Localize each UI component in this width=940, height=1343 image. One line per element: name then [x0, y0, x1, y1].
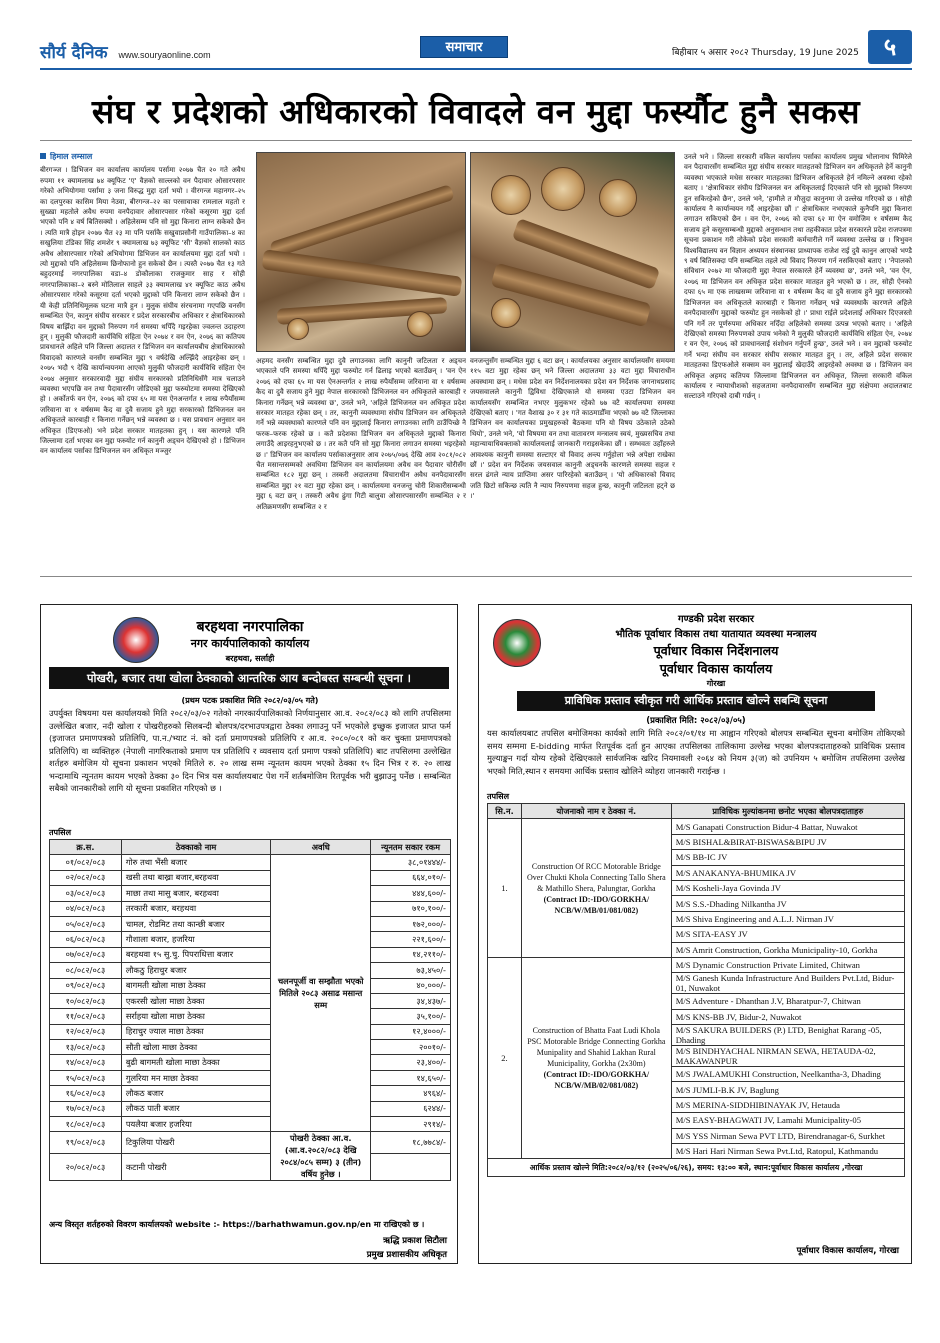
- table-footer-row: [488, 1159, 905, 1177]
- cell-amount: १८,७७८४/-: [371, 1132, 451, 1153]
- ad-right-pub-date: (प्रकाशित मिति: २०८२/०३/०५): [646, 716, 746, 726]
- cell-sn: १०/०८२/०८३: [50, 993, 122, 1008]
- cell-bidder: M/S Hari Hari Nirman Sewa Pvt.Ltd, Ratopul, Kathmandu: [671, 1144, 904, 1159]
- table-row: [50, 993, 451, 1008]
- cell-amount: ६६४,०१०/-: [371, 870, 451, 885]
- masthead: [0, 0, 940, 70]
- cell-footer: आर्थिक प्रस्ताव खोल्ने मिति:२०८२/०३/१२ (२०२५/०६/२६), समय: १३:०० बजे, स्थान:पूर्वाधार विकास कार्यालय ,गोरखा: [488, 1159, 905, 1177]
- ad-right-office: पूर्वाधार विकास कार्यालय: [659, 661, 773, 676]
- article-column-4: उनले भने । जिल्ला सरकारी वकिल कार्यालय पर्साका कार्यालय प्रमुख भोलानाथ घिमिरेले वन पैदावारसँग सम्बन्धित मुद्दा संघीय सरकार मातहतको डिभिजन वन अधिकृतले हेर्ने कानुनी व्यवस्था भएकाले मधेस सरकार मातहतका डिभिजन अधिकृतले हेर्न नमिल्ने अवस्था रहेको बताए । 'क्षेत्राधिकार संघीय डिभिजनल वन अधिकृतलाई दिएकाले पनि सो मुद्दाको निरुपण हुन सकिरहेको छैन', उनले भने, 'हामीले त मौजुदा कानुनमा जे उल्लेख गरिएको छ । सोही कार्यालय नै कार्यान्वयन गर्दै आइरहेका छौं ।' क्षेत्राधिकार नभएकाले कुनैपनि मुद्दा किनारा लगाउन सकिएको छैन । वन ऐन, २०७६ को दफा ६२ मा ऐन वमोजिम १ वर्षसम्म कैद सजाय हुने कसूरसम्बन्धी मुद्दाको अनुसन्धान तथा तहकीकात प्रदेश सरकारले प्रदेश राजपत्रमा सूचना प्रकाशन गरी तोकेको प्रदेश सरकारी कर्मचारीले गर्ने व्यवस्था उल्लेख छ । त्रिभुवन विश्वविद्यालय वन विज्ञान अध्ययन संस्थानका प्राध्यापक राजेश राई दुवै कानुन आएको भण्डै ९ वर्ष बितिसक्दा पनि सम्बन्धित तहले त्यो विवाद निरुपण गर्न नसकिएको बताए । 'नेपालको संविधान २०७२ मा फौजदारी मुद्दा नेपाल सरकारले हेर्ने व्यवस्था छ', उनले भने, 'वन ऐन, २०७६ मा डिभिजन वन अधिकृत प्रदेश सरकार मातहत हुने भएको छ । तर, सोही ऐनको दफा ६५ मा एक लाखसम्म जरिवाना वा १ वर्षसम्म कैद वा दुवै सजाय हुने मुद्दा सरकारको डिभिजनल वन अधिकृतले कारबाही र किनारा गर्नेछन् भन्ने व्यवस्थाकै कारणले अहिले वनपैदावारसँग मुद्दाको फस्र्याेट हुन नसकेको हो ।' प्राधा राईले प्रदेशलाई अधिकार दिएजस्तो पनि गर्ने तर पूर्णरुपमा अधिकार नदिँदा अहिलेको समस्या उत्पन्न भएको बताए । 'अहिले देखिएको समस्या निरुपणको उपाय भनेको नै मुलुकी फौजदारी कार्यविधि संहिता ऐन, २०७४ र वन ऐन, २०७६ को प्रावधानलाई संशोधन गर्नुपर्ने हुन्छ', उनले भने । वन मुद्दाको फस्र्याेट गर्ने भन्दा संघीय वन सरकार संघीय सरकार मातहत हुन् । तर, अहिले प्रदेश सरकार मातहतका डिएफओले सक्सम वन मुद्दालाई खेदाउँदै आइरहेको अवस्था छ । डिभिजन वन अधिकृत अहमद कतिपय जिल्लामा डिभिजनल वन अधिकृत, जिल्ला सरकारी वकिल कार्यालय र न्यायाधीशको सहजतामा वनपैदावारसँग सम्बन्धित मुद्दा संक्षेपमा अदालतबाट सल्टाउने गरिएको दाबी गर्छन् ।: [684, 153, 912, 401]
- cell-sn: १६/०८२/०८३: [50, 1086, 122, 1101]
- ad-gandaki: [478, 604, 912, 1264]
- table-row: [488, 819, 905, 834]
- cell-bidder: M/S Shiva Engineering and A.L.J. Nirman JV: [671, 911, 904, 926]
- table-row: [50, 1070, 451, 1085]
- cell-amount: १४,६५०/-: [371, 1070, 451, 1085]
- th-r-bidders: प्राविधिक मुल्यांकनमा छनोट भएका बोलपत्रदाताहरु: [671, 804, 904, 819]
- table-row: [50, 963, 451, 978]
- cell-sn: १५/०८२/०८३: [50, 1070, 122, 1085]
- ad-left-tapsil: तपसिल: [49, 828, 72, 837]
- cell-bidder: M/S Amrit Construction, Gorkha Municipality-10, Gorkha: [671, 942, 904, 957]
- ad-left-banner: पोखरी, बजार तथा खोला ठेक्काको आन्तरिक आय बन्दोबस्त सम्बन्धी सूचना ।: [49, 667, 449, 689]
- ad-right-location: गोरखा: [706, 679, 726, 688]
- cell-amount: ७१०,१००/-: [371, 901, 451, 916]
- cell-name: बरहथवा १५ सु.चु. पिपराधित्ता बजार: [121, 947, 270, 962]
- ad-right-signer: पूर्वाधार विकास कार्यालय, गोरखा: [796, 1246, 899, 1256]
- cell-bidder: M/S Ganesh Kunda Infrastructure And Builders Pvt.Ltd, Bidur-01, Nuwakot: [671, 973, 904, 994]
- table-row: [50, 901, 451, 916]
- th-r-project: योजनाको नाम र ठेक्का नं.: [521, 804, 671, 819]
- th-sn: क्र.स.: [50, 840, 122, 855]
- project-name: Construction of Bhatta Faat Ludi Khola PSC Motorable Bridge Connecting Gorkha Munipality and Shahid Lakhan Rural Municipality, Gorkha (2x30m): [527, 1026, 666, 1069]
- th-r-sn: सि.न.: [488, 804, 522, 819]
- cell-amount: ४९६४/-: [371, 1086, 451, 1101]
- headline-divider: [40, 140, 912, 141]
- cell-sn: ०५/०८२/०८३: [50, 916, 122, 931]
- cell-amount: ४०,०००/-: [371, 978, 451, 993]
- contract-id: (Contract ID:-IDO/GORKHA/ NCB/W/MB/01/081/082): [543, 894, 650, 915]
- cell-amount: ३४,४३७/-: [371, 993, 451, 1008]
- article-column-1: [40, 152, 245, 570]
- cell-name: टिकुलिया पोखरी: [121, 1132, 270, 1153]
- cell-bidder: M/S BINDHYACHAL NIRMAN SEWA, HETAUDA-02, MAKAWANPUR: [671, 1046, 904, 1067]
- cell-amount: २२१,६००/-: [371, 932, 451, 947]
- cell-name: खसी तथा बाख्रा बजार,बरहथवा: [121, 870, 270, 885]
- cell-sn: १७/०८२/०८३: [50, 1101, 122, 1116]
- cell-bidder: M/S YSS Nirman Sewa PVT LTD, Birendranagar-6, Surkhet: [671, 1128, 904, 1143]
- table-row: [50, 870, 451, 885]
- cell-name: गुलरिया मन माछा ठेक्का: [121, 1070, 270, 1085]
- cell-name: गोरु तथा भैंसी बजार: [121, 855, 270, 870]
- cell-project-sn: 1.: [488, 819, 522, 958]
- table-row: [488, 957, 905, 972]
- cell-name: लौकठ बजार: [121, 1086, 270, 1101]
- table-row: [50, 932, 451, 947]
- ad-right-ministry: भौतिक पूर्वाधार विकास तथा यातायात व्यवस्था मन्त्रालय: [615, 629, 817, 640]
- cell-project: [521, 957, 671, 1159]
- table-row: [50, 1009, 451, 1024]
- cell-amount: ६२४४/-: [371, 1101, 451, 1116]
- cell-sn: ०६/०८२/०८३: [50, 932, 122, 947]
- photo-logs-left: [256, 152, 466, 352]
- table-row: [50, 886, 451, 901]
- cell-bidder: M/S SAKURA BUILDERS (P.) LTD, Benighat Rarang -05, Dhading: [671, 1025, 904, 1046]
- top-divider: [40, 68, 912, 70]
- cell-project-sn: 2.: [488, 957, 522, 1159]
- cell-sn: ०३/०८२/०८३: [50, 886, 122, 901]
- ad-right-tapsil: तपसिल: [487, 792, 510, 801]
- cell-amount: १४,२११०/-: [371, 947, 451, 962]
- cell-sn: १८/०८२/०८३: [50, 1117, 122, 1132]
- table-row: [50, 1117, 451, 1132]
- page-number: ५: [868, 30, 912, 64]
- cell-sn: ०२/०८२/०८३: [50, 870, 122, 885]
- cell-sn: ०९/०८२/०८३: [50, 978, 122, 993]
- cell-amount: १२,४०००/-: [371, 1024, 451, 1039]
- article-column-2: अहमद वनसँग सम्बन्धित मुद्दा दुवै लगाउनका लागि कानुनी जटिलता र अड्चन भएकाले पनि समस्या थपिँदै मुद्दा फस्र्याेट गर्न ढिलाइ भएको बताउँछन् । 'वन ऐन २०७६ को दफा ६५ मा यस ऐनअन्तर्गत २ लाख रुपैयाँसम्म जरिवाना वा १ वर्षसम्म कैद वा दुवै सजाय हुने मुद्दा नेपाल सरकारको डिभिजनल वन अधिकृतले कारबाही र किनारा गर्नेछन् भन्ने व्यवस्था छ', उनले भने, 'अहिले डिभिजनल वन अधिकृत प्रदेश सरकार मातहत रहेका छन् । तर, कानुनी व्यवस्थामा संघीय डिभिजन वन अधिकृतले गर्ने भन्ने व्यवस्थाको कारणले पनि वन मुद्दालाई किनारा लगाउनका लागि ठाउँपिच्छे नै फरक–फरक रहेको छ । कतै प्रदेशका डिभिजन वन अधिकृतले मुद्दाको किनारा लगाउँदै आइरहनुभएको छ । तर कतै पनि सो मुद्दा किनारा लगाउन समस्या भइरहेको छ ।' डिभिजन वन कार्यालय पर्साकाअनुसार आव २०७५/०७६ देखि आव २०८१/०८२ चैत मसान्तसम्मको अवधिमा डिभिजन वन कार्यालयमा अवैध वन पैदावार चोरीसँग सम्बन्धित १८२ मुद्दा छन् । तस्करी अदालतमा विचाराधीन अवैध वनपैदावारसँग सम्बन्धित मुद्दा २१ वटा मुद्दा रहेका छन् । कार्यालयमा वनजन्तु चोरी शिकारीसम्बन्धी मुद्दा ६ वटा छन् । तस्करी अवैध ढुंगा गिटी बालुवा ओसारपसारसँग सम्बन्धित २ र अतिक्रमणसँग सम्बन्धित २ र: [256, 357, 466, 511]
- cell-name: माछा तथा मासु बजार, बरहथवा: [121, 886, 270, 901]
- cell-amount: [371, 1153, 451, 1181]
- table-row: [50, 1132, 451, 1153]
- cell-bidder: M/S Kosheli-Jaya Govinda JV: [671, 880, 904, 895]
- table-row: [50, 1086, 451, 1101]
- ad-left-org: बरहथवा नगरपालिका: [196, 619, 304, 635]
- date-line: बिहीबार ५ असार २०८२ Thursday, 19 June 2025: [672, 48, 859, 58]
- brand-url[interactable]: www.souryaonline.com: [118, 50, 211, 60]
- brand-logo[interactable]: [40, 40, 211, 63]
- table-row: [50, 947, 451, 962]
- ad-left-body: उपर्युक्त विषयमा यस कार्यालयको मिति २०८२/०३/०२ गतेको नगरकार्यपालिकाको निर्णयानुसार आ.व. २०८२/०८३ को लागि तपसिलमा उल्लेखित बजार, नदी खोला र पोखरीहरुको सिलबन्दी बोलपत्र/दरभाउपत्रद्वारा ठेक्का लगाउनु पर्ने भएकोले इच्छुक इजाजत प्राप्त फर्म (इजाजत प्रमाणपत्रको प्रतिलिपि, पा.न./भ्याट नं. को दर्ता प्रमाणपत्रको प्रतिलिपि र आ.व. २०८०/०८१ को कर चुक्ता प्रमाणपत्रको प्रतिलिपि) वा व्यक्तिहरु (नेपाली नागरिकताको प्रमाण पत्र प्रतिलिपि र व्यवसाय दर्ता प्रमाण पत्रको प्रतिलिपि) बाट तपसिलमा उल्लेखित शर्तहरु बमोजिम यो सूचना प्रकाशन भएको मितिले रु. २० लाख सम्म न्यूनतम कायम भएको ठेक्का १५ दिन भित्र र रु. २० लाख भन्दामाथि न्यूनतम कायम भएको ठेक्का ३० दिन भित्र यस कार्यालयबाट पेश गर्ने शर्तबमोजिम रितपूर्वक भरी बुझाउनु पर्नेछ । सम्बन्धित सबैको जानकारीको लागि यो सूचना प्रकाशित गरिएको छ ।: [49, 708, 451, 793]
- cell-bidder: M/S JUMLI-B.K JV, Baglung: [671, 1082, 904, 1097]
- cell-sn: १४/०८२/०८३: [50, 1055, 122, 1070]
- cell-name: बागमती खोला माछा ठेक्का: [121, 978, 270, 993]
- cell-name: गौशाला बजार, हजरिया: [121, 932, 270, 947]
- cell-bidder: M/S S.S.-Dhading Nilkantha JV: [671, 896, 904, 911]
- cell-amount: २३,४००/-: [371, 1055, 451, 1070]
- cell-amount: ३८,०१४४४/-: [371, 855, 451, 870]
- cell-bidder: M/S EASY-BHAGWATI JV, Lamahi Municipality-05: [671, 1113, 904, 1128]
- table-row: [50, 1153, 451, 1181]
- cell-sn: ०४/०८२/०८३: [50, 901, 122, 916]
- cell-name: सौती खोला माछा ठेक्का: [121, 1040, 270, 1055]
- cell-amount: २९१४/-: [371, 1117, 451, 1132]
- th-period: अवधि: [271, 840, 371, 855]
- cell-project: [521, 819, 671, 958]
- ad-right-table: [487, 803, 905, 1177]
- ad-left-address: बरहथवा, सर्लाही: [225, 654, 275, 663]
- cell-name: बुढी बागमती खोला माछा ठेक्का: [121, 1055, 270, 1070]
- ad-right-banner: प्राविधिक प्रस्ताव स्वीकृत गरी आर्थिक प्रस्ताव खोल्ने सबन्धि सूचना: [517, 691, 875, 711]
- cell-amount: ७३,४५०/-: [371, 963, 451, 978]
- ad-left-table: [49, 839, 451, 1181]
- cell-bidder: M/S ANAKANYA-BHUMIKA JV: [671, 865, 904, 880]
- cell-amount: ४४४,६००/-: [371, 886, 451, 901]
- cell-bidder: M/S Ganapati Construction Bidur-4 Battar, Nuwakot: [671, 819, 904, 834]
- cell-sn: ०१/०८२/०८३: [50, 855, 122, 870]
- article-bottom-divider: [40, 576, 912, 577]
- byline: हिमाल लम्साल: [40, 152, 245, 162]
- cell-sn: १३/०८२/०८३: [50, 1040, 122, 1055]
- th-amount: न्यूनतम सकार रकम: [371, 840, 451, 855]
- photo-logs-right: [470, 152, 675, 352]
- cell-amount: १७२,०००/-: [371, 916, 451, 931]
- cell-sn: ०७/०८२/०८३: [50, 947, 122, 962]
- ad-left-signer-name: ऋद्धि प्रकाश सिटौला: [383, 1236, 447, 1246]
- cell-bidder: M/S Adventure - Dhanthan J.V, Bharatpur-7, Chitwan: [671, 994, 904, 1009]
- ad-barhathwa: [40, 604, 458, 1264]
- table-row: [50, 978, 451, 993]
- ad-right-directorate: पूर्वाधार विकास निर्देशनालय: [653, 643, 779, 658]
- th-name: ठेक्काको नाम: [121, 840, 270, 855]
- cell-name: कटानी पोखरी: [121, 1153, 270, 1181]
- table-row: [50, 1040, 451, 1055]
- cell-bidder: M/S BISHAL&BIRAT-BISWAS&BIPU JV: [671, 834, 904, 849]
- cell-period-main: चलनपूर्जी वा सम्झौता भएको मितिले २०८३ असाढ मसान्त सम्म: [271, 855, 371, 1132]
- cell-bidder: M/S KNS-BB JV, Bidur-2, Nuwakot: [671, 1009, 904, 1024]
- section-label: समाचार: [420, 36, 508, 58]
- article-column-3: वनजन्तुसँग सम्बन्धित मुद्दा ६ वटा छन् । कार्यालयका अनुसार कार्यालयसँग समयमा ११५ वटा मुद्दा रहेका छन् भने जिल्ला अदालतमा ३३ वटा मुद्दा विचाराधीन अवस्थामा छन् । मधेस प्रदेश वन निर्देशनालयका प्रदेश वन निर्देशक जगनाथप्रसाद जयसवालले कानुनी द्विविधा देखिएकाले यो समस्या एउटा डिभिजन वन कार्यालयसँग सम्बन्धित नभएर मुलुकभर रहेको ७७ वटै कार्यालयमा समस्या देखिएको बताए । 'गत वैशाख ३० र ३१ गते काठमाडौँमा भएको ७७ वटै जिल्लाका डिभिजन वन कार्यालयका प्रमुखहरुको बैठकमा पनि यो विषय उठेकाले उठेको थियो', उनले भने, 'यो विषयमा वन तथा वातावरण मन्त्रालय स्वयं, मुख्यसचिव तथा महान्यायाधिवक्ताको कार्यालयलाई जानकारी गराइसकेका छौं । सम्भवतः उहाँहरुले आवश्यक कानुनी समस्या सल्टाएर यो विवाद अन्त्य गर्नुहोला भन्ने अपेक्षा राखेका छौं ।' प्रदेश वन निर्देशक जयसवाल कानुनी अड्चनकै कारणले समस्या सहज र सरल ढंगले न्याय प्राप्तिमा असर पारिरहेको बताउँछन् । 'यो अधिकारको विवाद जति छिटो सकिन्छ त्यति नै न्याय निरुपणमा सहज हुन्छ, कानुनी जटिलता हट्ने छ ।': [470, 357, 675, 501]
- headline: संघ र प्रदेशको अधिकारको विवादले वन मुद्दा फर्स्यौट हुनै सकस: [91, 92, 861, 131]
- ad-left-office: नगर कार्यपालिकाको कार्यालय: [190, 637, 310, 650]
- table-row: [50, 1101, 451, 1116]
- cell-bidder: M/S BB-IC JV: [671, 850, 904, 865]
- cell-name: चामल, रोडमिट तथा कान्छी बजार: [121, 916, 270, 931]
- cell-name: पयलैया बजार हजरिया: [121, 1117, 270, 1132]
- table-row: [50, 855, 451, 870]
- cell-name: लौकठ पाती बजार: [121, 1101, 270, 1116]
- cell-name: तरकारी बजार, बरहथवा: [121, 901, 270, 916]
- ad-left-signer-title: प्रमुख प्रशासकीय अधिकृत: [366, 1250, 447, 1260]
- cell-sn: १२/०८२/०८३: [50, 1024, 122, 1039]
- cell-bidder: M/S SITA-EASY JV: [671, 927, 904, 942]
- cell-amount: २००१०/-: [371, 1040, 451, 1055]
- cell-name: एकरसी खोला माछा ठेक्का: [121, 993, 270, 1008]
- table-row: [50, 1055, 451, 1070]
- cell-bidder: M/S Dynamic Construction Private Limited, Chitwan: [671, 957, 904, 972]
- ad-left-pub-note: (प्रथम पटक प्रकाशित मिति २०८२/०३/०५ गते): [181, 696, 319, 705]
- ad-right-gov: गण्डकी प्रदेश सरकार: [678, 614, 754, 625]
- ad-left-website[interactable]: अन्य विस्तृत शर्तहरुको विवरण कार्यालयको website :- https://barhathwamun.gov.np/en मा राखिएको छ ।: [49, 1220, 425, 1229]
- cell-bidder: M/S JWALAMUKHI Construction, Neelkantha-3, Dhading: [671, 1067, 904, 1082]
- article-text-1: बीरगञ्ज । डिभिजन वन कार्यालय कार्यालय पर्सामा २०७७ चैत २० गते अवैध रुपमा ११ क्यामलाख ७४ क्यूफिट 'ए' वैज्ञको साल्लको वन पैदावार ओसारपसार गरेको अभियोगमा पर्सामा ३ जना विरुद्ध मुद्दा दर्ता भयो । वीरगन्ज महानगर–२५ का दलपुरका कासिम मिया नेउवा, बीरगन्ज–२२ का परसावाका रामलाल महतो र सुख्खा महतोले अवैध रुपमा वनपैदावार ओसारपसार गरेको कसूरमा मुद्दा दर्ता भएको पनि ४ वर्ष बितिसक्यो । अहिलेसम्म पनि सो मुद्दा किनारा लाग्न सकेको छैन । त्यति मात्रै होइन २०७७ चैत २३ मा पनि पर्साकै सखुवाप्रसौनी गाउँपालिका–४ का सखुलिया टंडिका सिंह शमशेर ९ क्यामलाख ७३ क्यूफिट 'सी' वैज्ञको सालको काठ अवैध ओसारपसार गरेको अभियोगमा डिभिजन वन कार्यालयमा मुद्दा दर्ता भयो । त्यो मुद्दाको पनि अहिलेसम्म छिनोफानो हुन सकेको छैन । त्यस्तै २०७७ चैत १३ गते बहुदरमाई नगरपालिका वडा–४ डोकौलाका राजकुमार साह र सोही नगरपालिकाका–२ बस्ने मोतिलाल साहले ३३ क्यामलाख ४१ क्यूफिट काठ अवैध ओसारपसार गरेको कसूरमा दर्ता भएको मुद्दाको पनि किनारा लाग्न सकेको छैन । यी केही प्रतिनिधिमूलक घटना मात्रै हुन । मुलुक संघीय संरचनामा गएपछि वनसँग सम्बन्धित ऐन, कानुन संघीय सरकार र प्रदेश सरकारबीच अधिकार र क्षेत्राधिकारको विषय बाझिँदा वन मुद्दाको निरुपण गर्न समस्या थपिँदै गइरहेका ज्वलन्त उदाहरण हुन् । मुलुकी फौजदारी कार्यविधि संहिता ऐन २०७४ र वन ऐन, २०७६ का कतिपय प्रावधानले अहिले पनि जिल्ला अदालत र डिभिजन वन कार्यालयबीच क्षेत्राधिकारको विवादको कारणले वनसँग सम्बन्धित मुद्दा ९ वर्षदेखि अल्झिँदै आइरहेका छन् । २०७५ भदौ ९ देखि कार्यान्वयनमा आएको मुलुकी फौजदारी कार्यविधि संहिता ऐन २०७४ अनुसार सरकारवादी मुद्दा संघीय सरकारको प्रतिनिधिसँगै मात्र चलाउने व्यवस्था भएपछि वन तथा पैदावारसँग जोडिएको मुद्दा फस्र्याेटमा समस्या देखिएको हो । अर्कोतर्फ वन ऐन, २०७६ को दफा ६५ मा यस ऐनअन्तर्गत १ लाख रुपैयाँसम्म जरिवाना वा १ वर्षसम्म कैद वा दुवै सजाय हुने मुद्दा सरकारको डिभिजनल वन अधिकृतले कारबाही र किनारा गर्नेछन् भन्ने व्यवस्था छ । यस प्रावधान अनुसार वन अधिकृत (डिएफओ) भने प्रदेश सरकार मातहतका हुन् । यस कारणले पनि जिल्लामा दर्ता भएका वन मुद्दा फस्र्याेट गर्न कानुनी अड्चन देखिएको हो । डिभिजन वन कार्यालय पर्साका डिभिजनल वन अधिकृत मञ्जुर: [40, 166, 245, 456]
- brand-name: सौर्य दैनिक: [40, 43, 108, 63]
- cell-sn: १९/०८२/०८३: [50, 1132, 122, 1153]
- table-row: [50, 916, 451, 931]
- cell-period-pond: पोखरी ठेक्का आ.व. (आ.व.२०८२/०८३ देखि २०८४/०८५ सम्म) ३ (तीन) वर्षिय हुनेछ ।: [271, 1132, 371, 1181]
- cell-name: लौकठु हिराचुर बजार: [121, 963, 270, 978]
- project-name: Construction Of RCC Motorable Bridge Over Chukti Khola Connecting Tallo Shera & Mathillo Shera, Palungtar, Gorkha: [527, 861, 666, 893]
- cell-name: हिराचुर ज्याल माछा ठेक्का: [121, 1024, 270, 1039]
- ad-right-body: यस कार्यालयबाट तपसिल बमोजिमका कार्यको लागि मिति २०८२/०१/१४ मा आह्वान गरिएको बोलपत्र सम्बन्धित सूचना बमोजिम तोकिएको समय सम्ममा E-bidding मार्फत रितपूर्वक दर्ता हुन आएका तपसिलका तालिकामा उल्लेख भएका बोलपत्रदाताहरुको प्राविधिक प्रस्ताव मुल्याङ्कन गर्दा योग्य रहेको देखिएकाले सार्वजनिक खरिद नियमावली २०६४ को नियम ३(ज) को उपनियम ५ बमोजिम तपसिलमा उल्लेख भएको मिति,स्थान र समयमा आर्थिक प्रस्ताव खोलिने व्योहरा जानकारी गराईन्छ ।: [487, 728, 905, 776]
- cell-amount: ३५,१००/-: [371, 1009, 451, 1024]
- contract-id: (Contract ID:-IDO/GORKHA/ NCB/W/MB/02/081/082): [543, 1070, 650, 1091]
- cell-sn: ०८/०८२/०८३: [50, 963, 122, 978]
- cell-name: सर्राहया खोला माछा ठेक्का: [121, 1009, 270, 1024]
- cell-bidder: M/S MERINA-SIDDHIBINAYAK JV, Hetauda: [671, 1097, 904, 1112]
- cell-sn: ११/०८२/०८३: [50, 1009, 122, 1024]
- table-row: [50, 1024, 451, 1039]
- cell-sn: २०/०८२/०८३: [50, 1153, 122, 1181]
